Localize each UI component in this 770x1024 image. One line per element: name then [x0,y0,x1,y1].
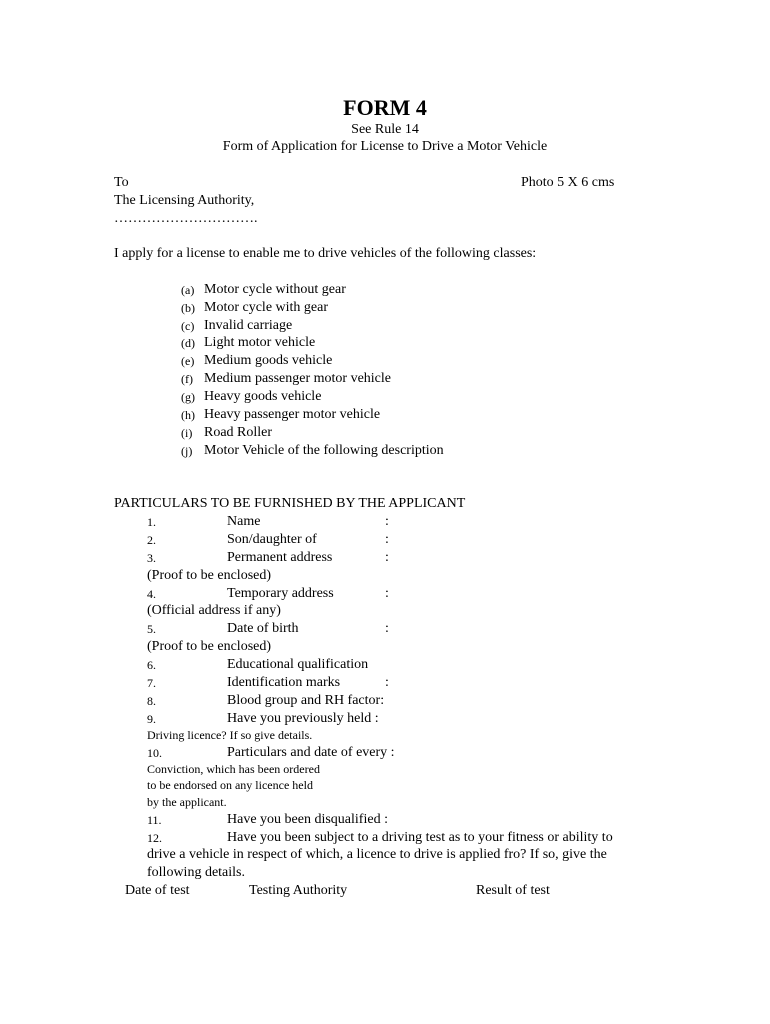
item-colon: : [385,550,389,565]
class-label: Medium goods vehicle [204,353,333,368]
to-label: To [114,175,129,190]
item-note-line: Conviction, which has been ordered [147,762,320,776]
item-label: Have you previously held : [227,711,379,726]
class-marker: (b) [181,301,195,315]
class-label: Invalid carriage [204,318,293,333]
item-label: Particulars and date of every : [227,745,395,760]
class-label: Motor cycle without gear [204,282,346,297]
item-number: 4. [147,587,156,601]
item-colon: : [385,514,389,529]
class-marker: (i) [181,426,193,440]
column-header: Date of test [125,883,190,898]
class-label: Road Roller [204,425,273,440]
item-label: Name [227,514,261,529]
item-label: Permanent address [227,550,333,565]
item-label: Temporary address [227,586,334,601]
item-label: Have you been subject to a driving test as to your fitness or ability to [227,830,613,845]
photo-box-label: Photo 5 X 6 cms [521,175,615,190]
item-note-line: by the applicant. [147,795,227,809]
class-marker: (j) [181,444,193,458]
class-label: Motor Vehicle of the following description [204,443,444,458]
item-note-line: drive a vehicle in respect of which, a licence to drive is applied fro? If so, give the [147,847,607,862]
item-number: 7. [147,676,156,690]
item-number: 9. [147,712,156,726]
item-label: Educational qualification [227,657,369,672]
class-marker: (d) [181,336,195,350]
item-number: 6. [147,658,156,672]
item-colon: : [385,621,389,636]
licensing-authority: The Licensing Authority, [114,193,255,208]
class-marker: (h) [181,408,195,422]
class-label: Light motor vehicle [204,335,316,350]
class-marker: (a) [181,283,195,297]
item-number: 1. [147,515,156,529]
item-label: Identification marks [227,675,341,690]
item-colon: : [385,675,389,690]
rule-reference: See Rule 14 [351,122,419,137]
item-label: Blood group and RH factor: [227,693,385,708]
address-dots: …………………………. [114,211,258,226]
item-number: 5. [147,622,156,636]
particulars-heading: PARTICULARS TO BE FURNISHED BY THE APPLICANT [114,496,466,511]
item-note: (Official address if any) [147,603,281,618]
column-header: Result of test [476,883,550,898]
class-label: Heavy passenger motor vehicle [204,407,381,422]
item-note: (Proof to be enclosed) [147,639,272,654]
class-marker: (c) [181,319,195,333]
item-colon: : [385,586,389,601]
class-marker: (f) [181,372,193,386]
item-number: 2. [147,533,156,547]
item-colon: : [385,532,389,547]
item-label: Son/daughter of [227,532,317,547]
item-note: Driving licence? If so give details. [147,728,313,742]
item-number: 11. [147,813,162,827]
item-number: 8. [147,694,156,708]
item-label: Have you been disqualified : [227,812,388,827]
class-label: Medium passenger motor vehicle [204,371,392,386]
item-label: Date of birth [227,621,299,636]
class-marker: (g) [181,390,195,404]
column-header: Testing Authority [249,883,348,898]
class-label: Heavy goods vehicle [204,389,322,404]
item-note-line: to be endorsed on any licence held [147,778,313,792]
class-label: Motor cycle with gear [204,300,329,315]
form-title: FORM 4 [343,95,427,120]
item-number: 12. [147,831,162,845]
item-note: (Proof to be enclosed) [147,568,272,583]
item-note-line: following details. [147,865,245,880]
intro-text: I apply for a license to enable me to drive vehicles of the following classes: [114,246,537,261]
item-number: 3. [147,551,156,565]
form-subtitle: Form of Application for License to Drive a Motor Vehicle [222,139,548,154]
class-marker: (e) [181,354,195,368]
item-number: 10. [147,746,162,760]
